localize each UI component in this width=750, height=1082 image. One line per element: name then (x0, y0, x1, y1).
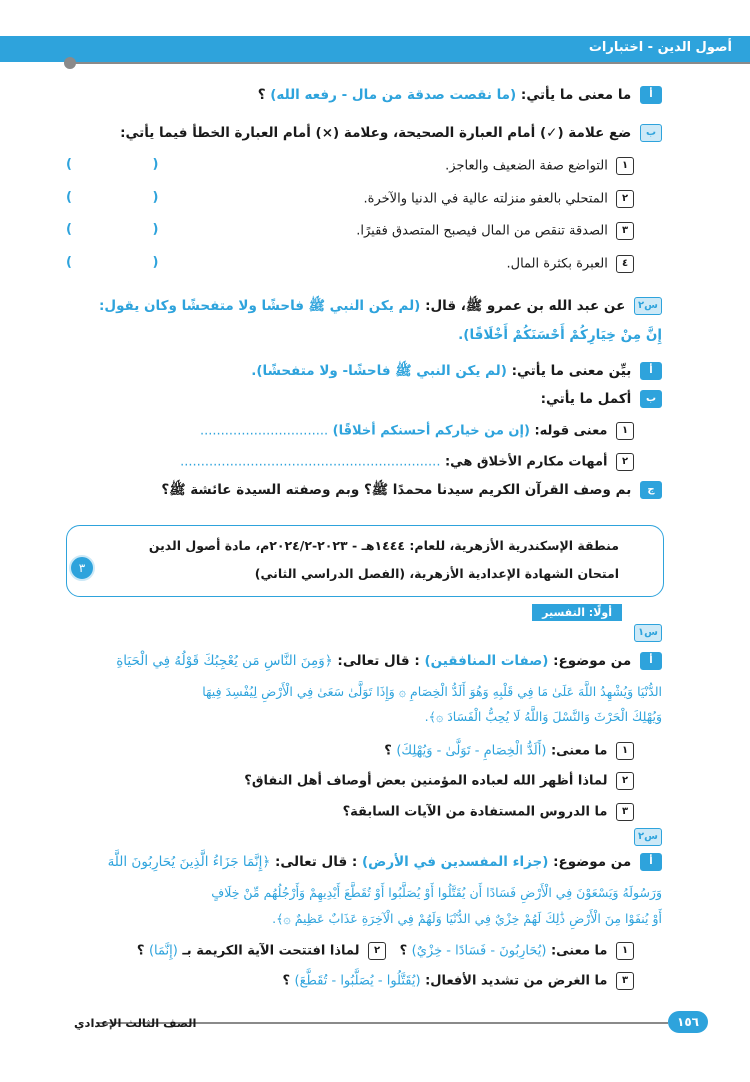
page-number: ١٥٦ (668, 1011, 708, 1033)
exam-source-line1: منطقة الإسكندرية الأزهرية، للعام: ١٤٤٤هـ - ٢٠٢٣-٢٠٢٤/٢م، مادة أصول الدين (148, 538, 619, 553)
item-text: العبرة بكثرة المال. (506, 256, 608, 272)
item-number: ٣ (616, 222, 634, 240)
item-text: المتحلي بالعفو منزلته عالية في الدنيا والآخرة. (363, 191, 608, 207)
s2-subq (0, 972, 634, 990)
item-prefix: ما معنى: (550, 943, 608, 959)
item-prefix: لماذا افتتحت الآية الكريمة بـ (182, 943, 360, 959)
question-text: أكمل ما يأتي: (540, 391, 632, 407)
question-text: بم وصف القرآن الكريم سيدنا محمدًا ﷺ؟ وبم وصفته السيدة عائشة ﷺ؟ (161, 482, 632, 498)
s2-question-a (0, 853, 662, 871)
question-tag: أ (640, 86, 662, 104)
answer-dots[interactable]: ............................... (200, 423, 329, 439)
verse-text: ﴿إِنَّمَا جَزَاءُ الَّذِينَ يُحَارِبُونَ اللَّهَ (107, 854, 271, 870)
question-prefix: عن عبد الله بن عمرو ﷺ، قال: (425, 298, 626, 314)
item-prefix: أمهات مكارم الأخلاق هي: (444, 454, 608, 470)
answer-blank[interactable]: ( ) (66, 222, 197, 237)
verse-text-line3: أَوْ يُنفَوْا مِنَ الْأَرْضِ ذَٰلِكَ لَهُمْ خِزْيٌ فِي الدُّنْيَا وَلَهُمْ فِي الْآخِرَةِ عَذَابٌ عَظِيمٌ ۞﴾. (272, 911, 662, 926)
question-prefix: ما معنى ما يأتي: (520, 87, 632, 103)
item-text: لماذا أظهر الله لعباده المؤمنين بعض أوصاف أهل النفاق؟ (244, 773, 608, 789)
verse-text-line3: وَيُهْلِكَ الْحَرْثَ وَالنَّسْلَ وَاللَّهُ لَا يُحِبُّ الْفَسَادَ ۞﴾. (424, 709, 662, 724)
s2-subq-row (0, 942, 634, 960)
question-tag: ب (640, 124, 662, 142)
item-number: ٢ (616, 190, 634, 208)
item-number: ٤ (616, 255, 634, 273)
question-b (0, 124, 662, 142)
item-quote: (يُحَارِبُونَ - فَسَادًا - خِزْيٌ) (411, 943, 547, 959)
exam-number-badge: ٣ (69, 555, 95, 581)
hadith-quote-cont: إِنَّ مِنْ خِيَارِكُمْ أَحْسَنَكُمْ أَخْلَاقًا). (458, 327, 662, 343)
section-title: أولًا: التفسير (532, 604, 622, 621)
answer-blank[interactable]: ( ) (66, 157, 197, 172)
question-a (0, 86, 662, 104)
question-text: ضع علامة (✓) أمام العبارة الصحيحة، وعلامة (×) أمام العبارة الخطأ فيما يأتي: (120, 125, 632, 141)
topic-name: (جزاء المفسدين في الأرض) (361, 854, 549, 870)
answer-dots[interactable]: ............................................................... (180, 454, 441, 470)
item-quote: (يُقَتَّلُوا - يُصَلَّبُوا - تُقَطَّعَ) (294, 973, 421, 989)
item-suffix: ؟ (384, 743, 392, 759)
answer-blank[interactable]: ( ) (66, 190, 197, 205)
exam-source-line2: امتحان الشهادة الإعدادية الأزهرية، (الفصل الدراسي الثاني) (254, 566, 619, 581)
header-title: أصول الدين - اختبارات (588, 40, 732, 55)
complete-item (0, 422, 634, 440)
item-number: ٢ (616, 772, 634, 790)
question-2b (0, 390, 662, 408)
question-2 (0, 297, 662, 317)
item-text: ما الدروس المستفادة من الآيات السابقة؟ (342, 804, 608, 820)
question-tag: أ (640, 853, 662, 871)
item-prefix: معنى قوله: (534, 423, 608, 439)
said-label: : قال تعالى: (274, 854, 358, 870)
item-number: ١ (616, 742, 634, 760)
verse-text-line2: وَرَسُولَهُ وَيَسْعَوْنَ فِي الْأَرْضِ فَسَادًا أَن يُقَتَّلُوا أَوْ يُصَلَّبُوا أَوْ تُقَطَّعَ أَيْدِيهِمْ وَأَرْجُلُهُم مِّنْ خِلَافٍ (211, 885, 662, 900)
question-tag: أ (640, 652, 662, 670)
question-2c (0, 481, 662, 501)
item-suffix: ؟ (399, 943, 408, 959)
item-text: الصدقة تنقص من المال فيصبح المتصدق فقيرًا. (356, 223, 608, 239)
question-tag: س٢ (634, 297, 662, 315)
item-number: ١ (616, 422, 634, 440)
answer-blank[interactable]: ( ) (66, 255, 197, 270)
question-tag: ج (640, 481, 662, 499)
question-suffix: ؟ (257, 87, 266, 103)
item-quote: (إِنَّمَا) (148, 943, 178, 959)
item-quote: (أَلَدُّ الْخِصَامِ - تَوَلَّىٰ - وَيُهْلِكَ) (396, 743, 547, 759)
question-tag: س٢ (634, 828, 662, 846)
topic-name: (صفات المنافقين) (424, 653, 549, 669)
said-label: : قال تعالى: (337, 653, 420, 669)
s1-subq (0, 803, 634, 821)
question-tag: أ (640, 362, 662, 380)
item-quote: (إن من خياركم أحسنكم أخلاقًا) (332, 423, 530, 439)
question-2a (0, 362, 662, 382)
s2-tag-row (0, 828, 662, 846)
verse-text: ﴿وَمِنَ النَّاسِ مَن يُعْجِبُكَ قَوْلُهُ فِي الْحَيَاةِ (116, 653, 333, 669)
exam-source-box (66, 525, 664, 597)
question-prefix: من موضوع: (553, 854, 632, 870)
complete-item (0, 453, 634, 471)
item-number: ٢ (616, 453, 634, 471)
s1-subq (0, 742, 634, 760)
footer-grade: الصف الثالث الإعدادي (74, 1016, 197, 1030)
item-number: ٣ (616, 972, 634, 990)
verse-text-line2: الدُّنْيَا وَيُشْهِدُ اللَّهَ عَلَىٰ مَا فِي قَلْبِهِ وَهُوَ أَلَدُّ الْخِصَامِ ۞ وَإِذَا تَوَلَّىٰ سَعَىٰ فِي الْأَرْضِ لِيُفْسِدَ فِيهَا (202, 684, 662, 699)
question-prefix: بيِّن معنى ما يأتي: (511, 363, 632, 379)
item-number: ٣ (616, 803, 634, 821)
question-quote: (ما نقصت صدقة من مال - رفعه الله) (270, 87, 517, 103)
s1-question-a (0, 652, 662, 670)
s1-subq (0, 772, 634, 790)
question-quote: (لم يكن النبي ﷺ فاحشًا- ولا متفحشًا). (251, 363, 507, 379)
item-number: ١ (616, 942, 634, 960)
question-tag: ب (640, 390, 662, 408)
item-suffix: ؟ (136, 943, 145, 959)
item-text: التواضع صفة الضعيف والعاجز. (445, 158, 608, 174)
s1-tag-row (0, 624, 662, 642)
item-number: ١ (616, 157, 634, 175)
question-prefix: من موضوع: (553, 653, 632, 669)
item-prefix: ما الغرض من تشديد الأفعال: (425, 973, 608, 989)
item-suffix: ؟ (282, 973, 290, 989)
item-prefix: ما معنى: (550, 743, 608, 759)
item-number: ٢ (368, 942, 386, 960)
question-tag: س١ (634, 624, 662, 642)
hadith-quote: (لم يكن النبي ﷺ فاحشًا ولا متفحشًا وكان يقول: (98, 298, 421, 314)
